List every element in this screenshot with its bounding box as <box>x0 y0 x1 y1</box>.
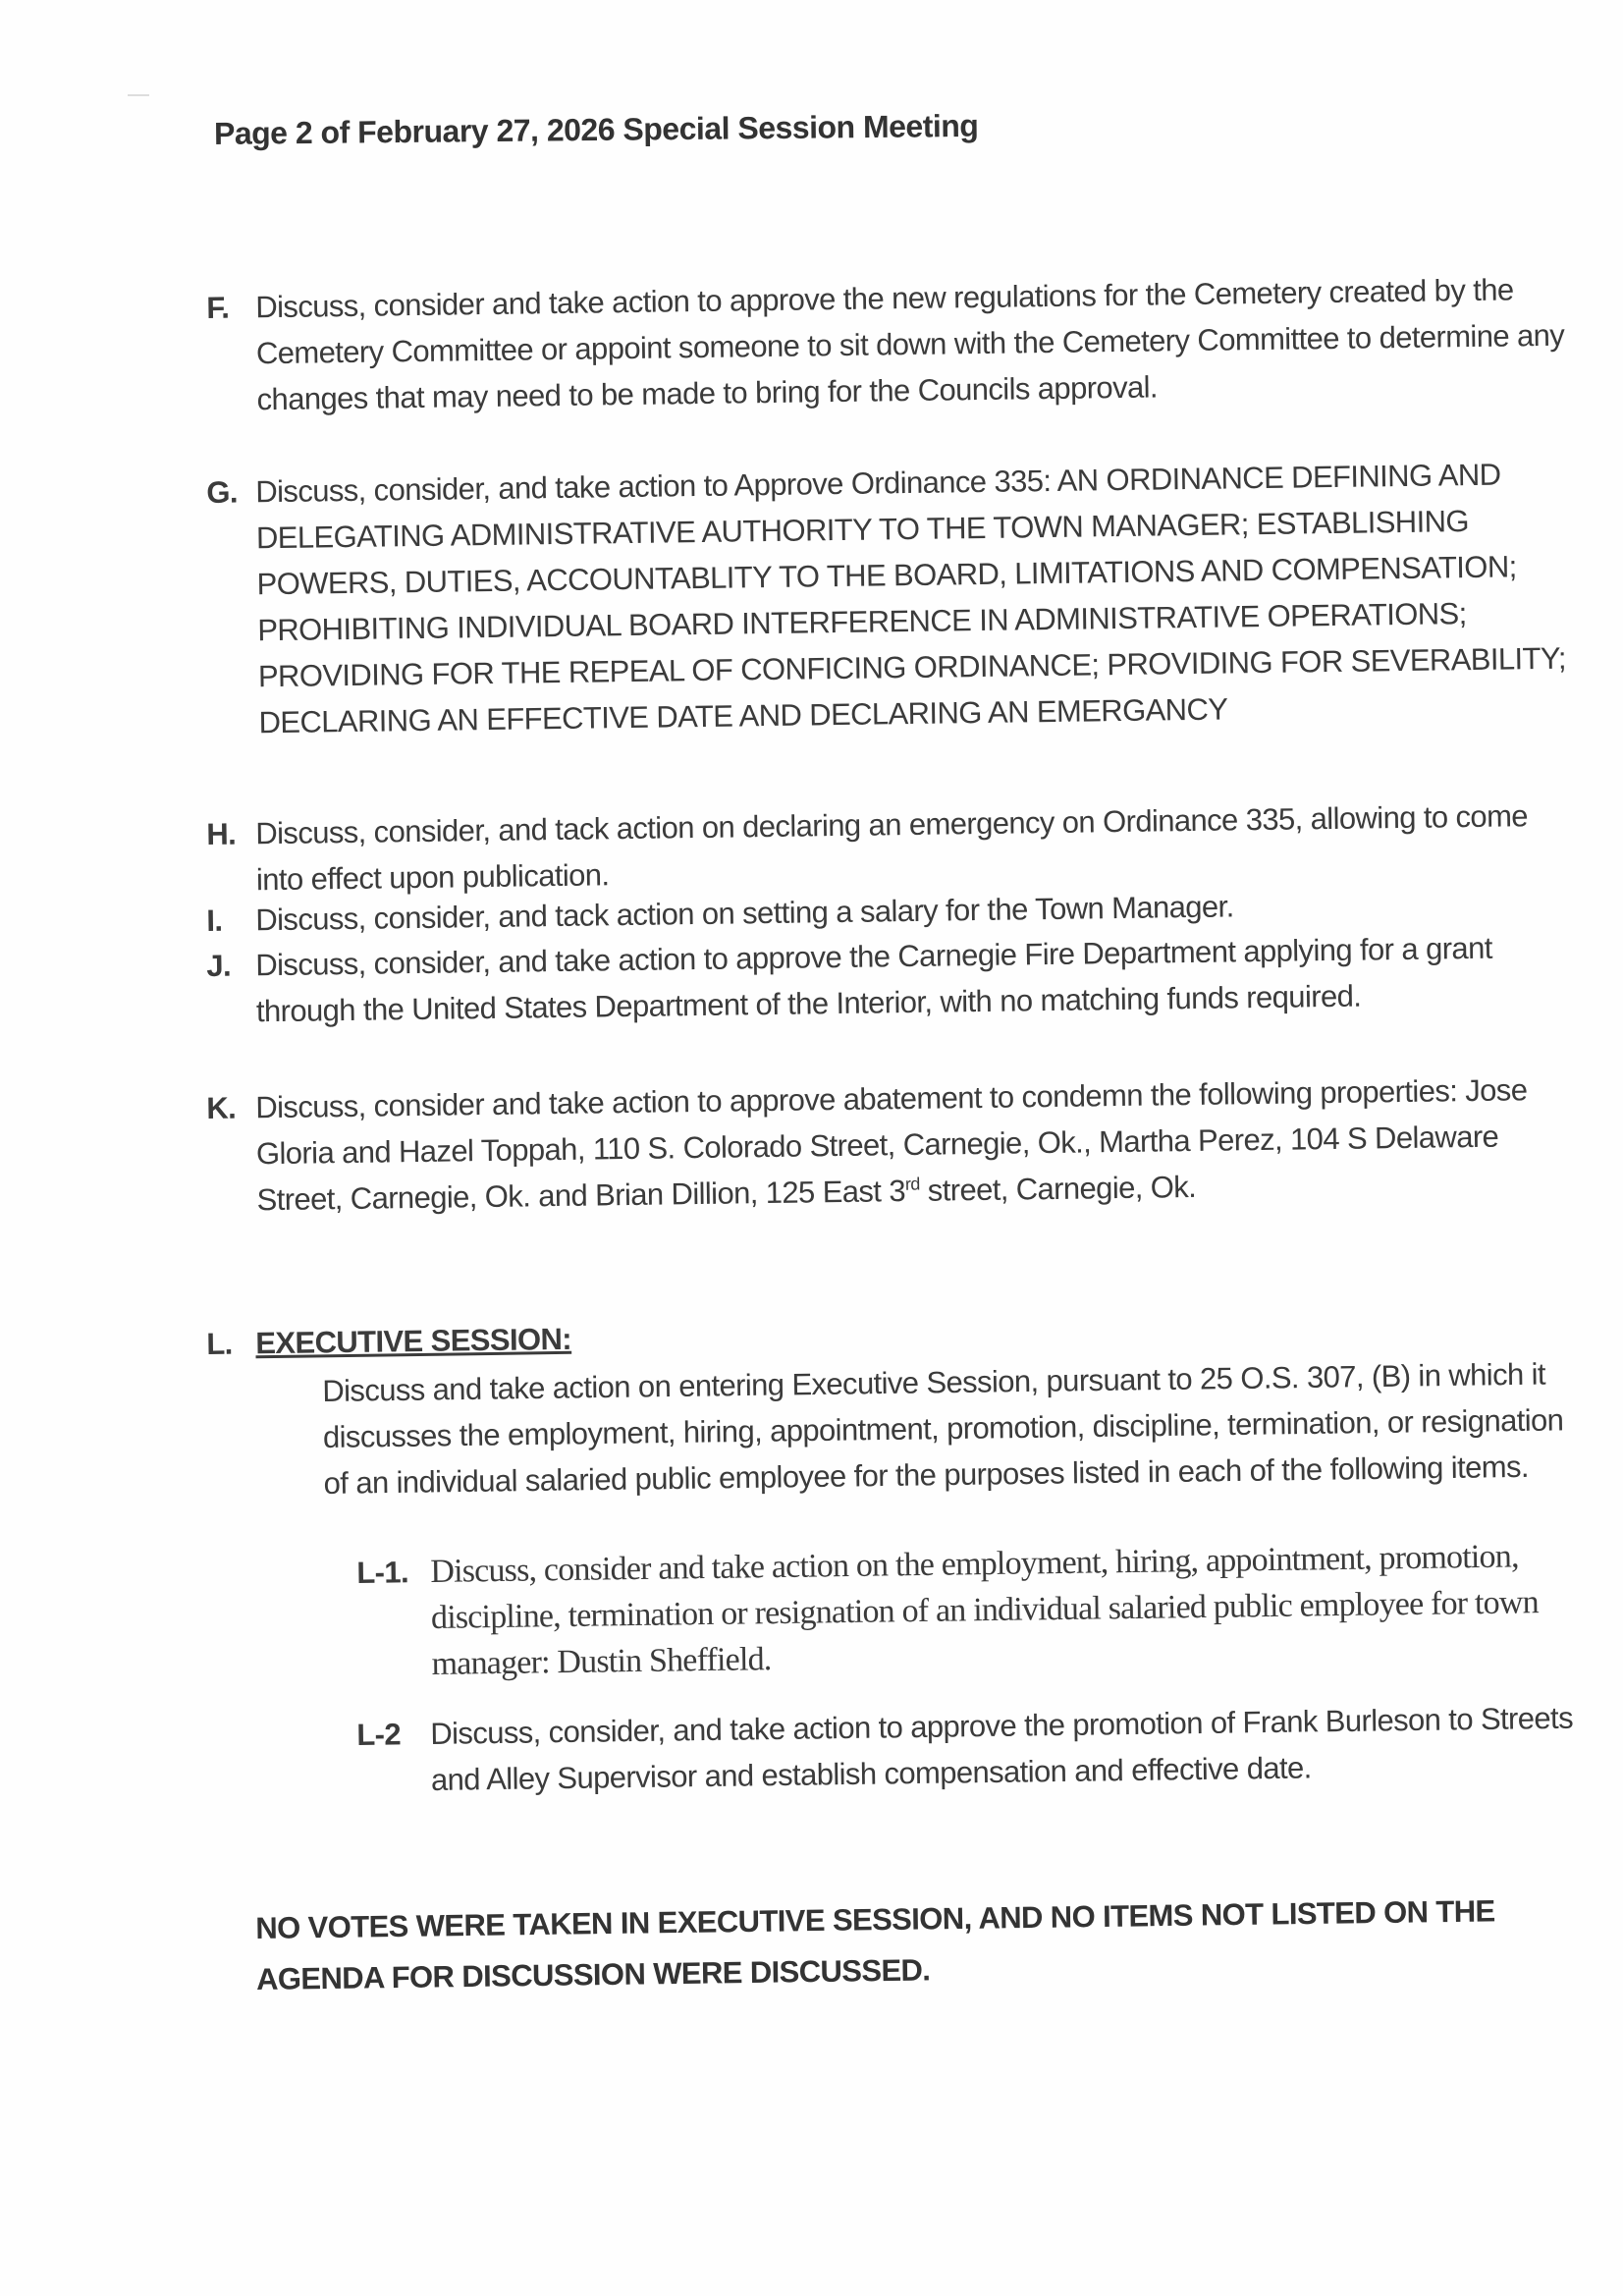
subitem-text: Discuss, consider and take action on the employment, hiring, appointment, promotion, discipline, termination or resignation of an individual salaried public employee for town manager: Dustin Sheffield. <box>430 1538 1540 1682</box>
subitem-l1 <box>356 1533 1586 1688</box>
item-text: Discuss, consider, and take action to approve the Carnegie Fire Department applying for a grant through the United States Department of the Interior, with no matching funds required. <box>255 930 1492 1029</box>
agenda-item-k <box>206 1066 1583 1224</box>
item-text <box>255 1066 1583 1223</box>
item-text: Discuss, consider, and tack action on declaring an emergency on Ordinance 335, allowing to come into effect upon publication. <box>255 798 1529 898</box>
subitem-l2 <box>356 1695 1585 1804</box>
subitem-letter: L-1. <box>356 1555 409 1590</box>
ordinal-suffix: rd <box>904 1174 920 1194</box>
item-text: Discuss, consider and take action to approve the new regulations for the Cemetery created by the Cemetery Committee or appoint someone to sit down with the Cemetery Committee to determine any changes that may need to be made to bring for the Councils approval. <box>255 272 1565 417</box>
closing-statement: NO VOTES WERE TAKEN IN EXECUTIVE SESSION, AND NO ITEMS NOT LISTED ON THE AGENDA FOR DISCUSSION WERE DISCUSSED. <box>255 1893 1495 1996</box>
agenda-item-j <box>206 923 1582 1035</box>
item-letter: J. <box>206 948 232 983</box>
item-text: Discuss, consider, and take action to Approve Ordinance 335: AN ORDINANCE DEFINING AND DELEGATING ADMINISTRATIVE AUTHORITY TO THE TOWN MANAGER; ESTABLISHING POWERS, DUTIES, ACCOUNTABLITY TO THE BOARD, LIMITATIONS AND COMPENSATION; PROHIBITING INDIVIDUAL BOARD INTERFERENCE IN ADMINISTRATIVE OPERATIONS; PROVIDING FOR THE REPEAL OF CONFICING ORDINANCE; PROVIDING FOR SEVERABILITY; DECLARING AN EFFECTIVE DATE AND DECLARING AN EMERGANCY <box>255 457 1567 740</box>
item-letter: L. <box>206 1326 233 1361</box>
item-letter: I. <box>206 902 223 938</box>
executive-session-title: EXECUTIVE SESSION: <box>255 1321 572 1361</box>
item-text: Discuss, consider, and tack action on setting a salary for the Town Manager. <box>255 889 1234 938</box>
item-text-tail: street, Carnegie, Ok. <box>919 1169 1197 1208</box>
item-letter: H. <box>206 816 237 851</box>
executive-session-body: Discuss and take action on entering Executive Session, pursuant to 25 O.S. 307, (B) in which it discusses the employment, hiring, appointment, promotion, discipline, termination, or resignation of an individual salaried public employee for the purposes listed in each of the following items. <box>322 1356 1564 1501</box>
item-text-main: Discuss, consider and take action to approve abatement to condemn the following properties: Jose Gloria and Hazel Toppah, 110 S. Colorado Street, Carnegie, Ok., Martha Perez, 104 S Delaware Street, Carnegie, Ok. and Brian Dillion, 125 East 3 <box>255 1072 1528 1218</box>
agenda-item-f <box>206 265 1583 423</box>
subitem-text: Discuss, consider, and take action to approve the promotion of Frank Burleson to Streets and Alley Supervisor and establish compensation and effective date. <box>430 1700 1574 1797</box>
item-letter: K. <box>206 1090 237 1125</box>
agenda-item-g <box>206 450 1585 746</box>
subitem-letter: L-2 <box>356 1717 402 1752</box>
item-letter: G. <box>206 474 239 510</box>
item-letter: F. <box>206 290 230 325</box>
scan-speck <box>128 94 149 96</box>
page-header: Page 2 of February 27, 2026 Special Session Meeting <box>213 107 979 151</box>
